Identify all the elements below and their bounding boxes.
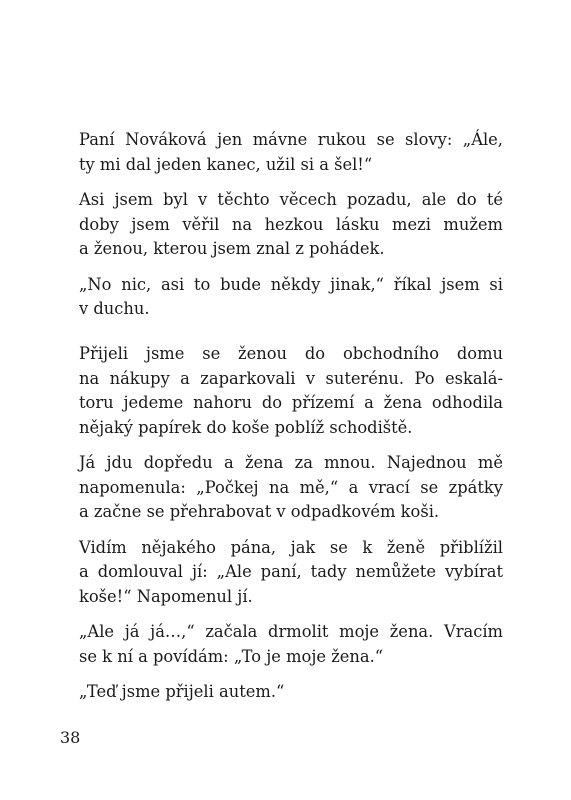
text-line: a začne se přehrabovat v odpadkovém koši. [79,502,440,521]
page-number: 38 [60,728,81,747]
text-line: v duchu. [79,299,150,318]
text-line: a domlouval jí: „Ale paní, tady nemůžete vybírat [79,562,503,581]
paragraph [60,620,503,669]
text-line: „No nic, asi to bude někdy jinak,“ říkal jsem si [79,274,503,294]
paragraph [60,128,503,177]
text-line: Asi jsem byl v těchto věcech pozadu, ale do té [79,190,503,209]
paragraph [60,273,503,322]
text-line: Já jdu dopředu a žena za mnou. Najednou mě [79,453,503,472]
paragraph [60,188,503,262]
text-line: Paní Nováková jen mávne rukou se slovy: „Ále, [79,130,503,149]
text-line: „Ale já já…,“ začala drmolit moje žena. Vracím [79,622,503,641]
text-line: se k ní a povídám: „To je moje žena.“ [79,646,384,666]
paragraph [60,680,503,705]
paragraph [60,536,503,610]
text-line: „Teď jsme přijeli autem.“ [79,682,285,701]
text-line: na nákupy a zaparkovali v suterénu. Po eskalá- [79,368,503,388]
paragraph [60,342,503,440]
text-line: Vidím nějakého pána, jak se k ženě přiblížil [79,537,503,557]
text-line: ty mi dal jeden kanec, užil si a šel!“ [79,154,373,174]
paragraph [60,451,503,525]
text-line: toru jedeme nahoru do přízemí a žena odhodila [79,393,503,412]
text-section-2 [60,342,503,705]
text-line: koše!“ Napomenul jí. [79,586,253,606]
text-line: napomenula: „Počkej na mě,“ a vrací se zpátky [79,477,503,497]
text-line: Přijeli jsme se ženou do obchodního domu [79,344,503,363]
text-section-1 [60,128,503,322]
text-line: doby jsem věřil na hezkou lásku mezi mužem [79,214,503,234]
text-line: nějaký papírek do koše poblíž schodiště. [79,417,413,437]
text-line: a ženou, kterou jsem znal z pohádek. [79,239,385,258]
